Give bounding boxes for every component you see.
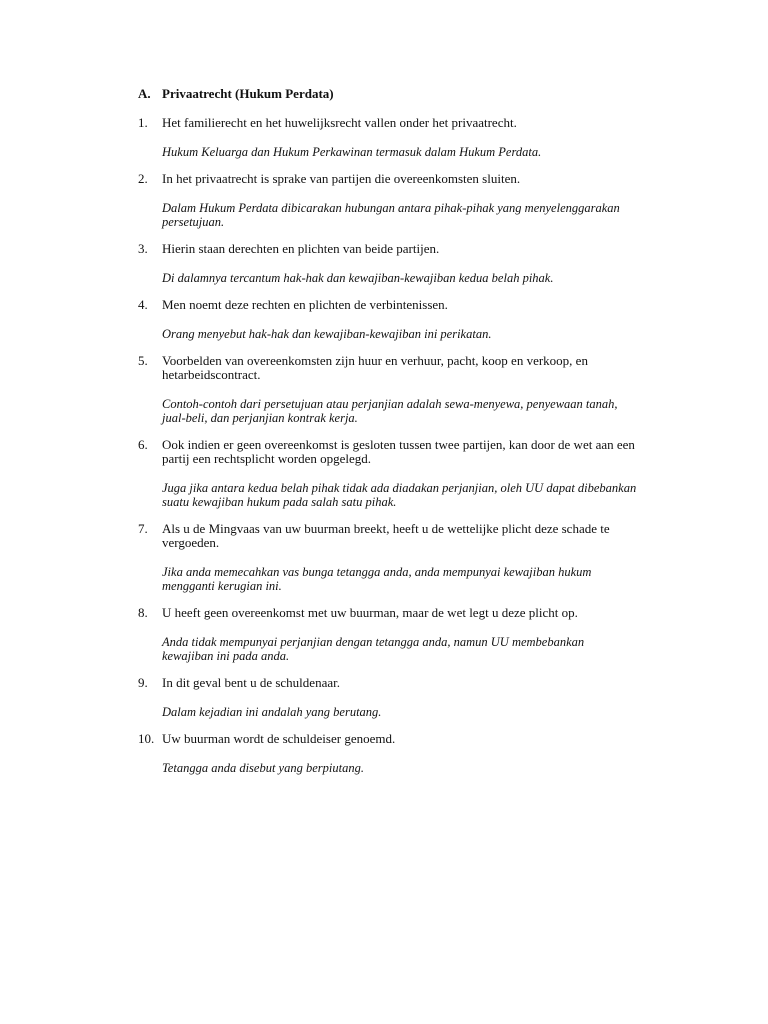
dutch-sentence: Voorbelden van overeenkomsten zijn huur en verhuur, pacht, koop en verkoop, en hetarbeidscontract. xyxy=(162,353,588,382)
item-number: 1. xyxy=(138,115,148,130)
list-item xyxy=(138,242,638,285)
item-number: 10. xyxy=(138,731,155,746)
item-number: 4. xyxy=(138,297,148,312)
item-number: 5. xyxy=(138,353,148,368)
indonesian-translation: Contoh-contoh dari persetujuan atau perjanjian adalah sewa-menyewa, penyewaan tanah, jual-beli, dan perjanjian kontrak kerja. xyxy=(162,397,618,425)
item-number: 2. xyxy=(138,171,148,186)
section-title: Privaatrecht (Hukum Perdata) xyxy=(162,86,334,101)
indonesian-translation: Jika anda memecahkan vas bunga tetangga anda, anda mempunyai kewajiban hukum mengganti kerugian ini. xyxy=(162,565,592,593)
indonesian-translation: Juga jika antara kedua belah pihak tidak ada diadakan perjanjian, oleh UU dapat dibebankan suatu kewajiban hukum pada salah satu pihak. xyxy=(162,481,637,509)
indonesian-translation: Dalam kejadian ini andalah yang berutang. xyxy=(162,705,382,719)
indonesian-translation: Tetangga anda disebut yang berpiutang. xyxy=(162,761,364,775)
item-number: 8. xyxy=(138,605,148,620)
list-item xyxy=(138,298,638,341)
dutch-sentence: Ook indien er geen overeenkomst is gesloten tussen twee partijen, kan door de wet aan een partij een rechtsplicht worden opgelegd. xyxy=(162,437,635,466)
dutch-sentence: U heeft geen overeenkomst met uw buurman, maar de wet legt u deze plicht op. xyxy=(162,605,578,620)
list-item xyxy=(138,676,638,719)
indonesian-translation: Orang menyebut hak-hak dan kewajiban-kewajiban ini perikatan. xyxy=(162,327,492,341)
indonesian-translation: Di dalamnya tercantum hak-hak dan kewajiban-kewajiban kedua belah pihak. xyxy=(162,271,554,285)
list-item xyxy=(138,732,638,775)
item-number: 3. xyxy=(138,241,148,256)
item-number: 7. xyxy=(138,521,148,536)
list-item xyxy=(138,522,638,593)
dutch-sentence: Uw buurman wordt de schuldeiser genoemd. xyxy=(162,731,396,746)
dutch-sentence: Hierin staan derechten en plichten van beide partijen. xyxy=(162,241,440,256)
indonesian-translation: Dalam Hukum Perdata dibicarakan hubungan antara pihak-pihak yang menyelenggarakan persetujuan. xyxy=(162,201,620,229)
dutch-sentence: Het familierecht en het huwelijksrecht vallen onder het privaatrecht. xyxy=(162,115,517,130)
section-letter: A. xyxy=(138,86,151,101)
indonesian-translation: Hukum Keluarga dan Hukum Perkawinan termasuk dalam Hukum Perdata. xyxy=(162,145,542,159)
list-item xyxy=(138,172,638,229)
list-item xyxy=(138,438,638,509)
bilingual-sentence-list xyxy=(138,116,638,788)
section-heading xyxy=(138,86,334,102)
item-number: 9. xyxy=(138,675,148,690)
list-item xyxy=(138,354,638,425)
list-item xyxy=(138,606,638,663)
dutch-sentence: In dit geval bent u de schuldenaar. xyxy=(162,675,340,690)
dutch-sentence: In het privaatrecht is sprake van partijen die overeenkomsten sluiten. xyxy=(162,171,521,186)
dutch-sentence: Als u de Mingvaas van uw buurman breekt, heeft u de wettelijke plicht deze schade te vergoeden. xyxy=(162,521,610,550)
indonesian-translation: Anda tidak mempunyai perjanjian dengan tetangga anda, namun UU membebankan kewajiban ini pada anda. xyxy=(162,635,585,663)
list-item xyxy=(138,116,638,159)
dutch-sentence: Men noemt deze rechten en plichten de verbintenissen. xyxy=(162,297,448,312)
item-number: 6. xyxy=(138,437,148,452)
